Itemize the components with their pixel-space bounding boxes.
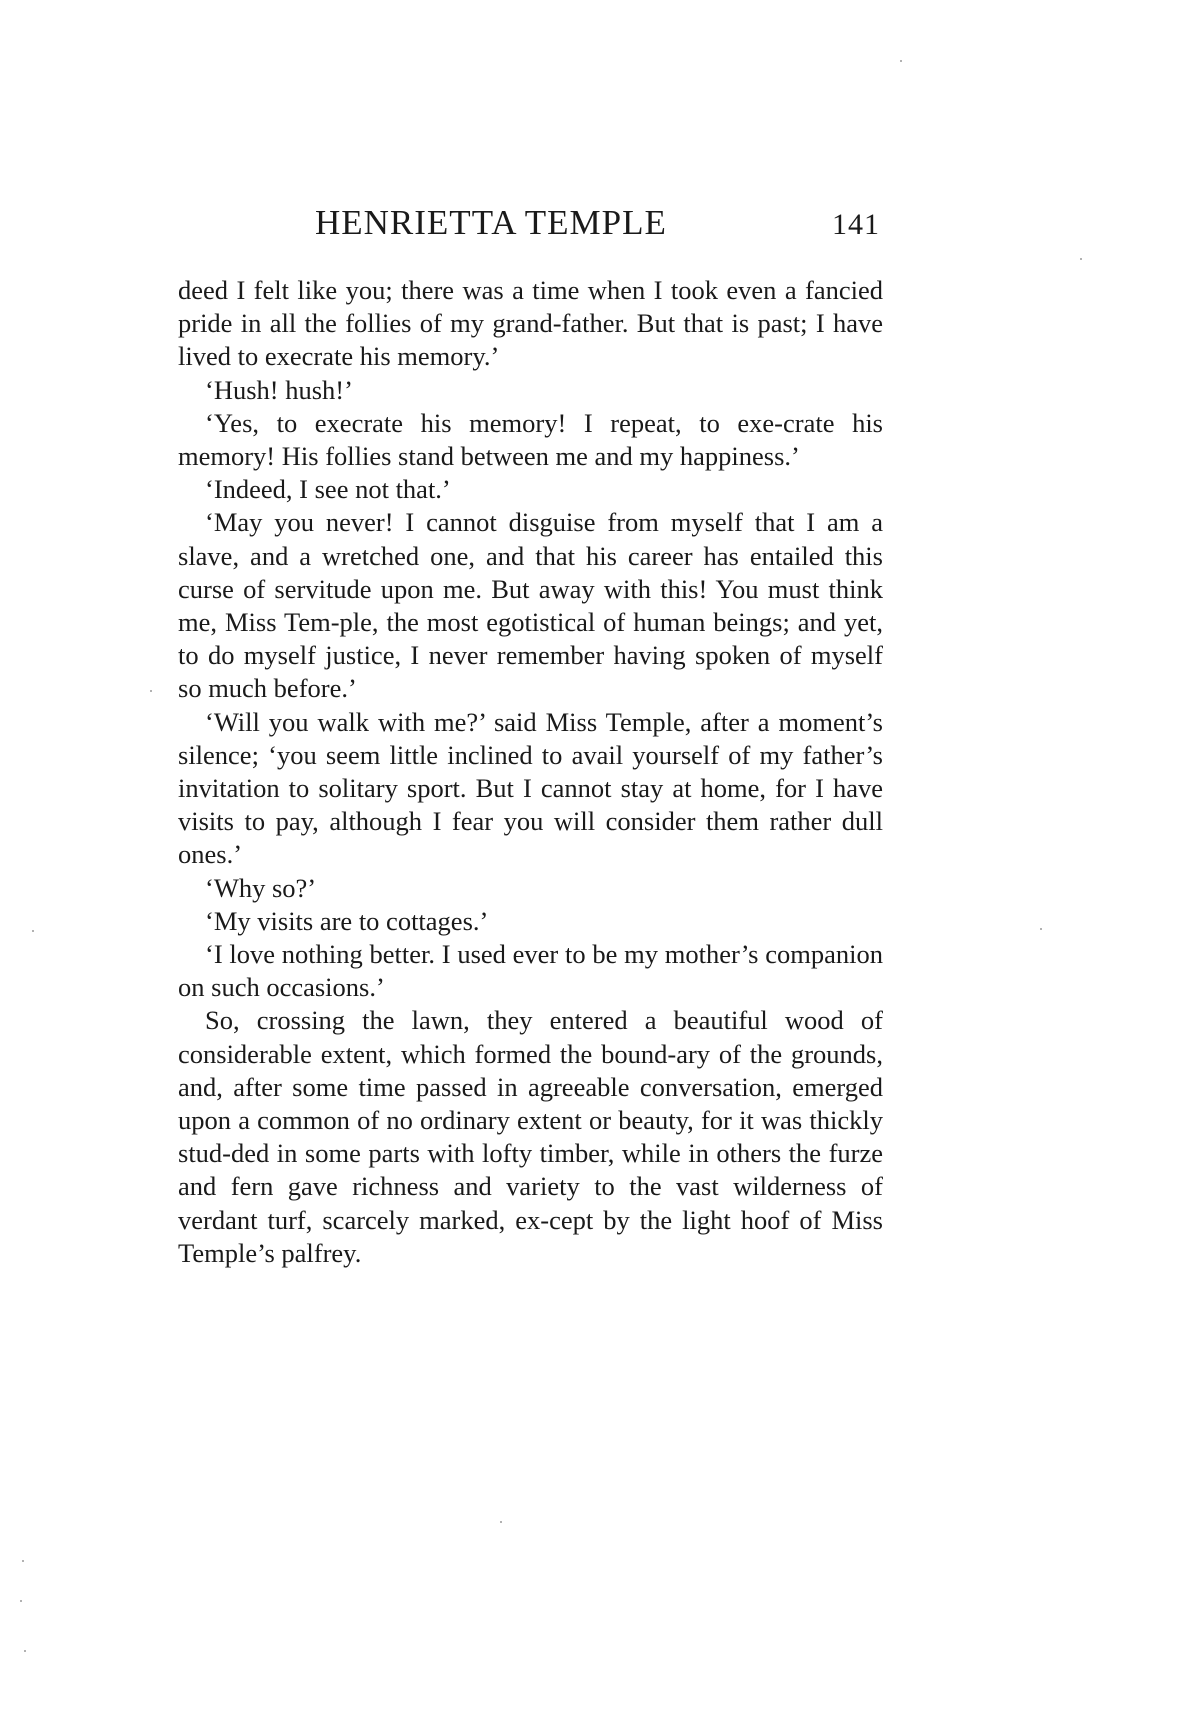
- scan-speck: [32, 930, 34, 932]
- paragraph: ‘May you never! I cannot disguise from myself that I am a slave, and a wretched one, and that his career has entailed this curse of servitude upon me. But away with this! You must think me, Miss Tem-ple, the most egotistical of human beings; and yet, to do myself justice, I never remember having spoken of myself so much before.’: [178, 507, 883, 704]
- paragraph: ‘I love nothing better. I used ever to be my mother’s companion on such occasions.’: [178, 939, 883, 1003]
- paragraph: ‘Why so?’: [205, 872, 317, 903]
- scan-speck: [1080, 258, 1082, 260]
- paragraph: ‘Will you walk with me?’ said Miss Temple, after a moment’s silence; ‘you seem little inclined to avail yourself of my father’s invitation to solitary sport. But I cannot stay at home, for I have visits to pay, although I fear you will consider them rather dull ones.’: [178, 706, 883, 870]
- paragraph: ‘Yes, to execrate his memory! I repeat, to exe-crate his memory! His follies stand between me and my happiness.’: [178, 407, 883, 472]
- scan-speck: [22, 1560, 24, 1562]
- page-number: 141: [832, 208, 880, 241]
- body-text: [178, 274, 883, 1270]
- scan-speck: [500, 1521, 502, 1523]
- paragraph: So, crossing the lawn, they entered a beautiful wood of considerable extent, which formed the bound-ary of the grounds, and, after some time passed in agreeable conversation, emerged upon a common of no ordinary extent or beauty, for it was thickly stud-ded in some parts with lofty timber, while in others the furze and fern gave richness and variety to the vast wilderness of verdant turf, scarcely marked, ex-cept by the light hoof of Miss Temple’s palfrey.: [178, 1005, 883, 1268]
- paragraph: deed I felt like you; there was a time when I took even a fancied pride in all the follies of my grand-father. But that is past; I have lived to execrate his memory.’: [178, 275, 883, 372]
- scan-speck: [1040, 928, 1042, 930]
- paragraph: ‘My visits are to cottages.’: [205, 905, 489, 936]
- running-head-title: HENRIETTA TEMPLE: [315, 203, 667, 242]
- scan-speck: [20, 1600, 22, 1602]
- scan-speck: [900, 60, 902, 62]
- scan-speck: [150, 690, 152, 692]
- paragraph: ‘Hush! hush!’: [205, 374, 353, 405]
- paragraph: ‘Indeed, I see not that.’: [205, 474, 451, 505]
- scan-speck: [24, 1650, 26, 1652]
